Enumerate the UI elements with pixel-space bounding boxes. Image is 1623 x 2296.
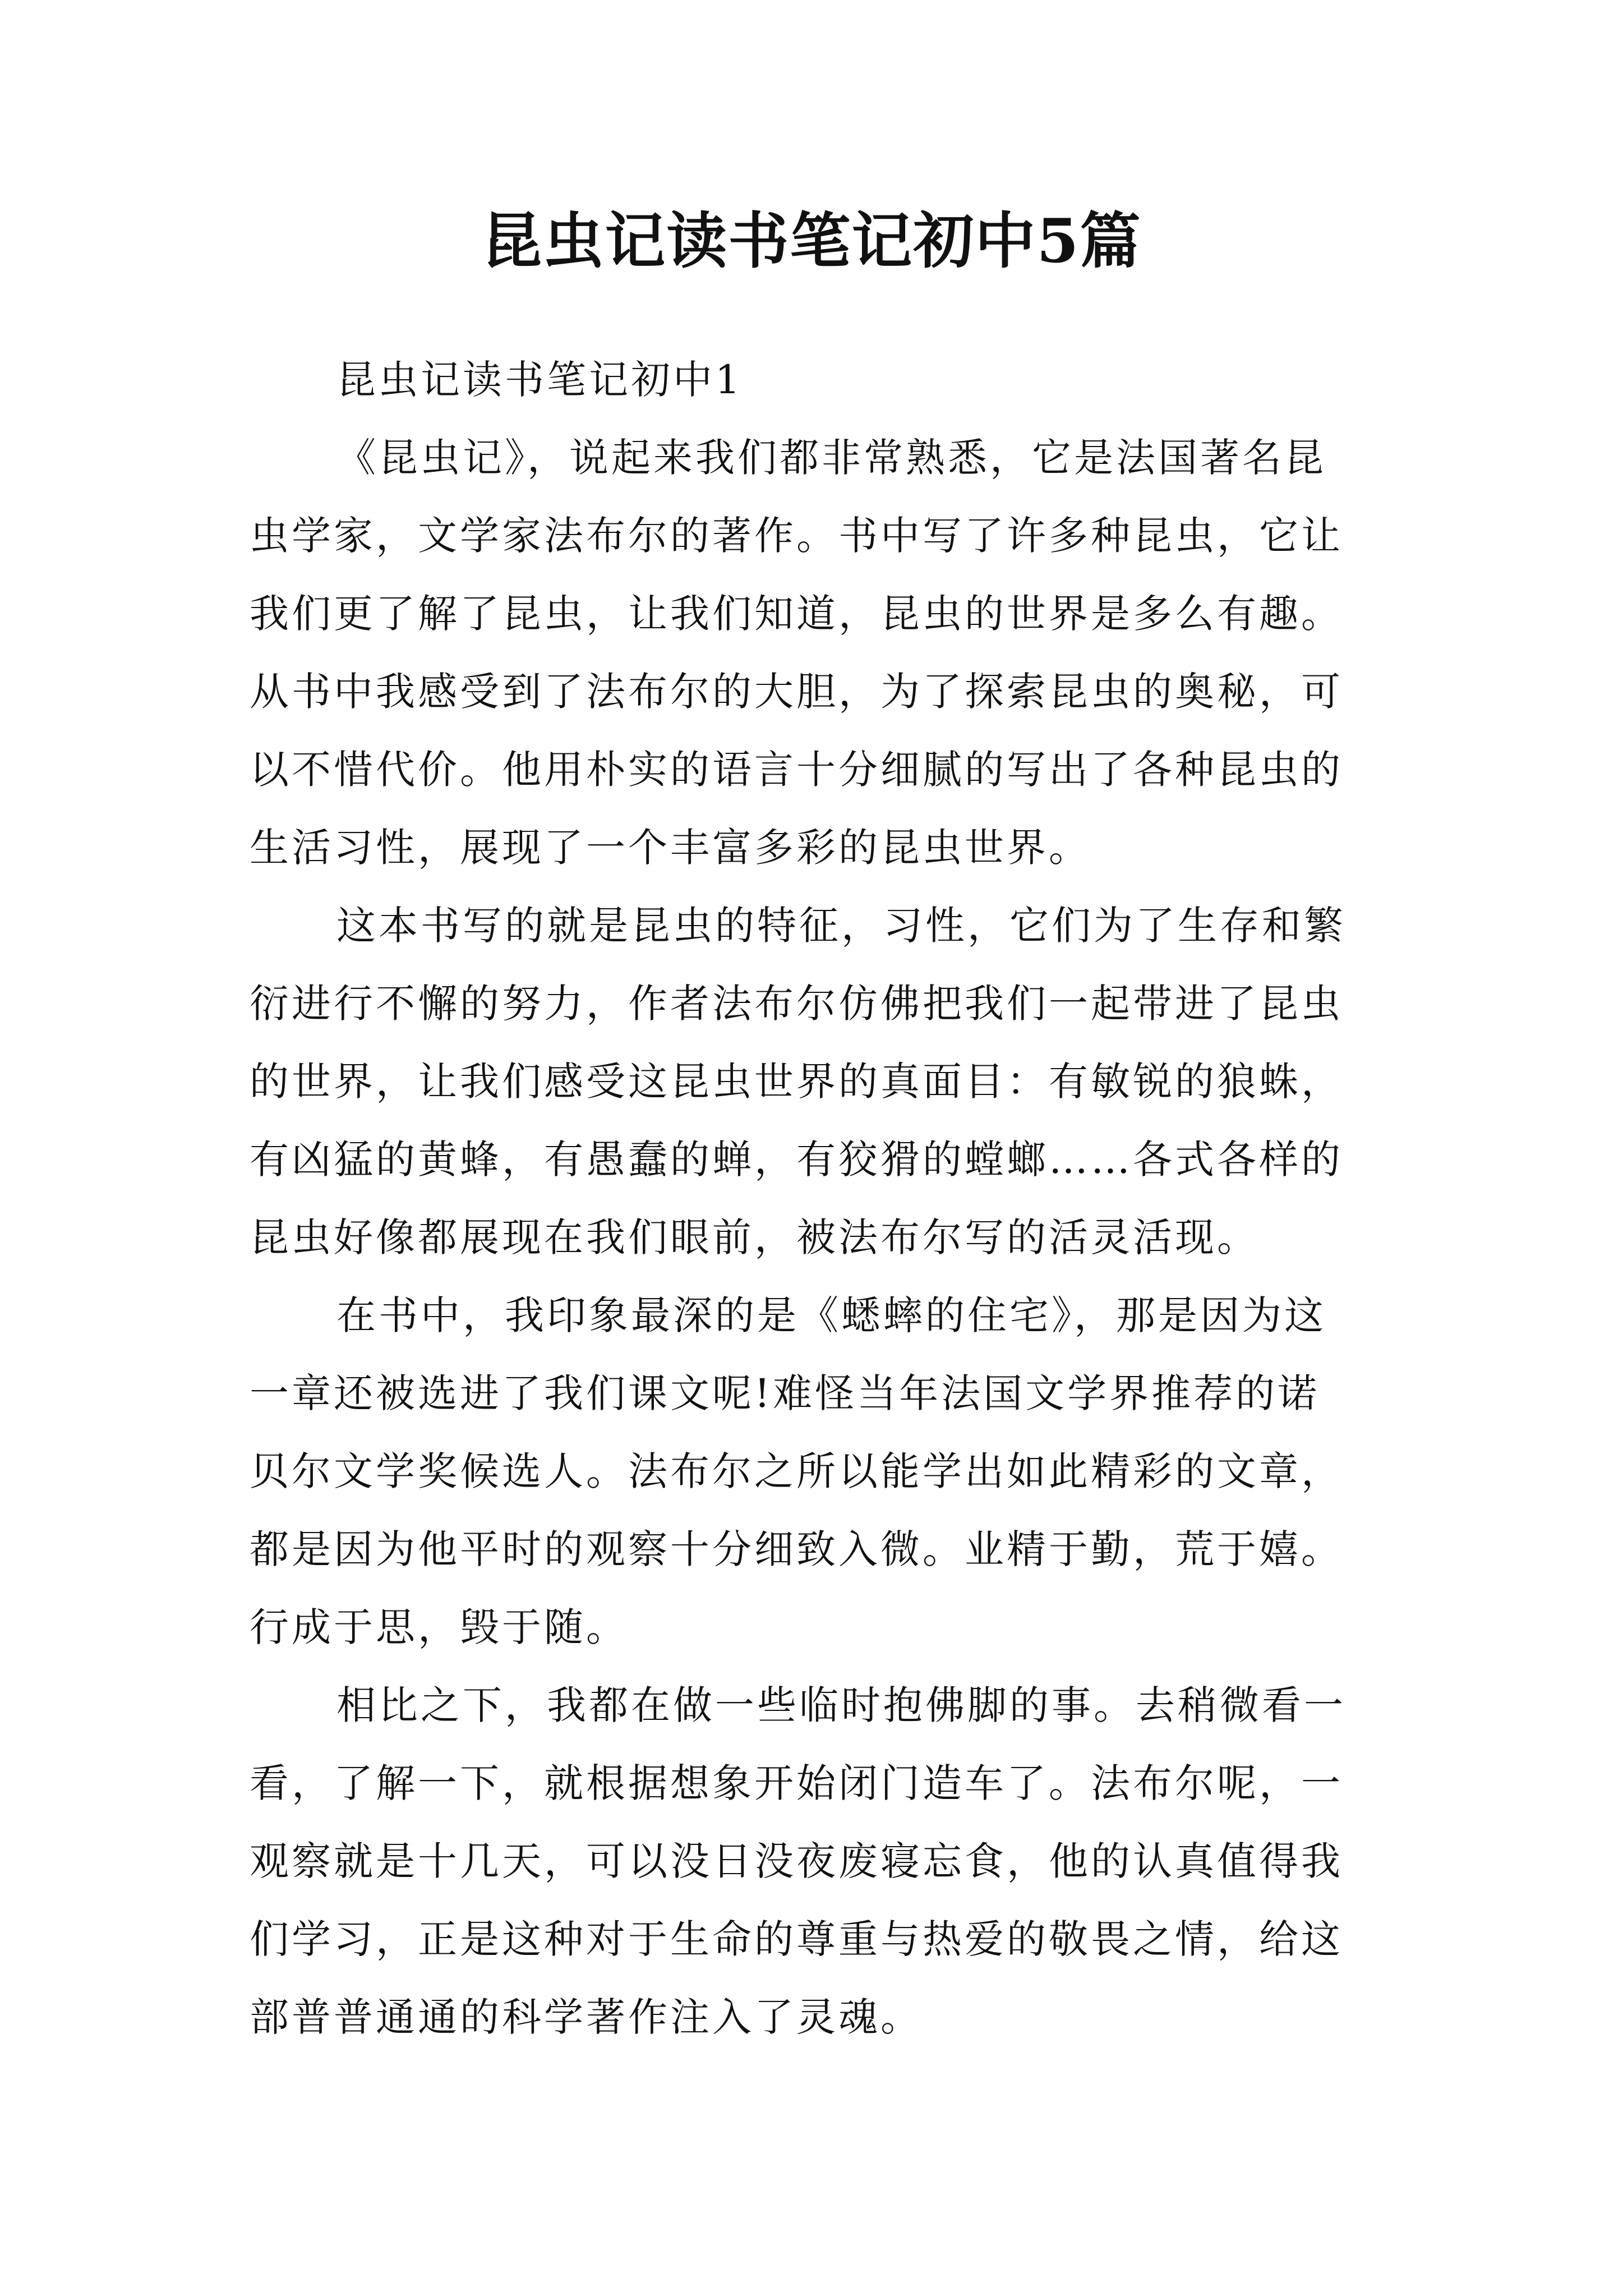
document-body — [250, 341, 1427, 2056]
paragraph-line: 观察就是十几天，可以没日没夜废寝忘食，他的认真值得我 — [250, 1838, 1343, 1884]
paragraph-line: 部普普通通的科学著作注入了灵魂。 — [250, 1994, 923, 2040]
paragraph-2 — [250, 887, 1427, 1277]
paragraph-4 — [250, 1667, 1427, 2056]
section-heading: 昆虫记读书笔记初中1 — [336, 357, 743, 403]
paragraph-line: 在书中，我印象最深的是《蟋蟀的住宅》，那是因为这 — [336, 1292, 1326, 1338]
paragraph-line: 虫学家，文学家法布尔的著作。书中写了许多种昆虫，它让 — [250, 513, 1343, 559]
paragraph-line: 生活习性，展现了一个丰富多彩的昆虫世界。 — [250, 825, 1091, 871]
document-title: 昆虫记读书笔记初中5篇 — [481, 206, 1142, 277]
paragraph-line: 昆虫好像都展现在我们眼前，被法布尔写的活灵活现。 — [250, 1214, 1259, 1260]
paragraph-line: 一章还被选进了我们课文呢!难怪当年法国文学界推荐的诺 — [250, 1370, 1320, 1416]
paragraph-line: 以不惜代价。他用朴实的语言十分细腻的写出了各种昆虫的 — [250, 747, 1343, 793]
paragraph-line: 行成于思，毁于随。 — [250, 1604, 628, 1650]
paragraph-line: 从书中我感受到了法布尔的大胆，为了探索昆虫的奥秘，可 — [250, 669, 1343, 715]
paragraph-line: 我们更了解了昆虫，让我们知道，昆虫的世界是多么有趣。 — [250, 591, 1343, 637]
paragraph-line: 有凶猛的黄蜂，有愚蠢的蝉，有狡猾的螳螂……各式各样的 — [250, 1137, 1343, 1182]
paragraph-line: 《昆虫记》，说起来我们都非常熟悉，它是法国著名昆 — [336, 435, 1326, 481]
paragraph-line: 的世界，让我们感受这昆虫世界的真面目：有敏锐的狼蛛， — [250, 1059, 1343, 1105]
paragraph-line: 贝尔文学奖候选人。法布尔之所以能学出如此精彩的文章， — [250, 1448, 1343, 1494]
paragraph-line: 衍进行不懈的努力，作者法布尔仿佛把我们一起带进了昆虫 — [250, 981, 1343, 1027]
paragraph-line: 相比之下，我都在做一些临时抱佛脚的事。去稍微看一 — [336, 1682, 1346, 1728]
paragraph-3 — [250, 1277, 1427, 1667]
paragraph-line: 们学习，正是这种对于生命的尊重与热爱的敬畏之情，给这 — [250, 1916, 1343, 1962]
paragraph-line: 看，了解一下，就根据想象开始闭门造车了。法布尔呢，一 — [250, 1760, 1343, 1806]
paragraph-line: 这本书写的就是昆虫的特征，习性，它们为了生存和繁 — [336, 903, 1346, 949]
paragraph-1 — [250, 419, 1427, 887]
paragraph-line: 都是因为他平时的观察十分细致入微。业精于勤，荒于嬉。 — [250, 1526, 1343, 1572]
